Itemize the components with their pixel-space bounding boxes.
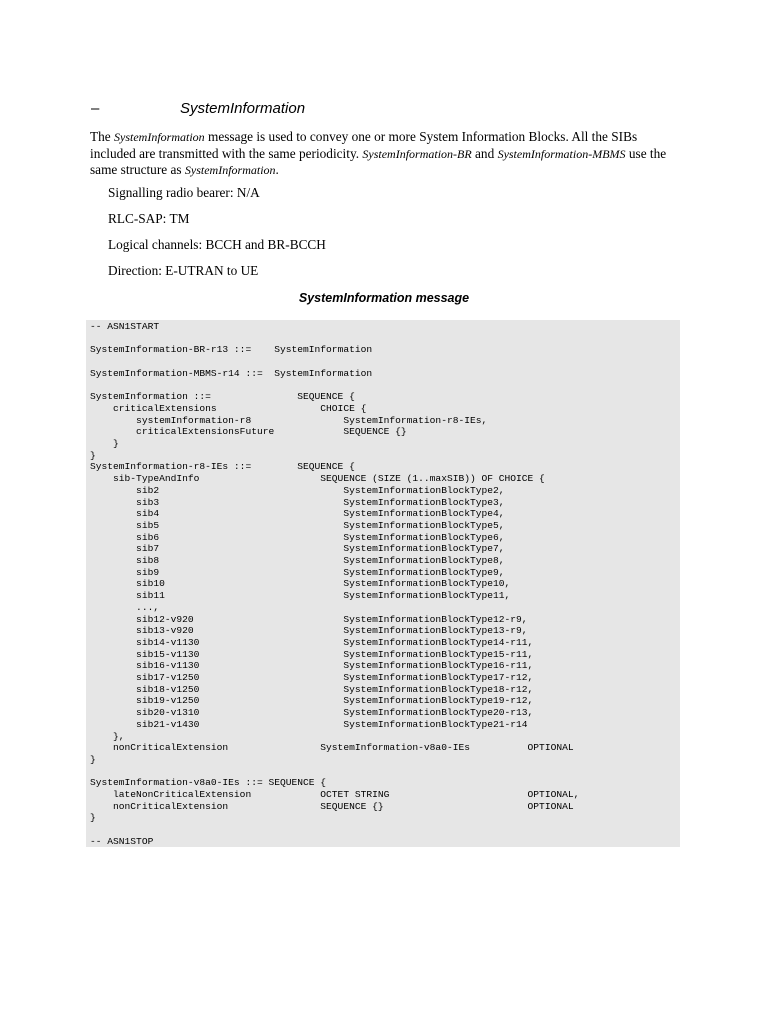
code-line: -- ASN1START bbox=[90, 321, 160, 332]
code-line: sib12-v920 SystemInformationBlockType12-r9, bbox=[90, 613, 528, 625]
desc-text-1: The bbox=[90, 129, 114, 144]
code-line: criticalExtensionsFuture SEQUENCE {} bbox=[90, 426, 407, 438]
code-line: sib17-v1250 SystemInformationBlockType17-r12, bbox=[90, 672, 534, 683]
code-line: criticalExtensions CHOICE { bbox=[90, 402, 367, 414]
desc-italic-3: SystemInformation-MBMS bbox=[497, 146, 626, 161]
desc-italic-4: SystemInformation bbox=[184, 163, 276, 177]
code-line: sib3 SystemInformationBlockType3, bbox=[90, 496, 505, 508]
property-rlc-sap: RLC-SAP: TM bbox=[108, 211, 190, 226]
asn1-code-block bbox=[86, 320, 680, 847]
desc-italic-2: SystemInformation-BR bbox=[362, 146, 472, 161]
code-line: SystemInformation-MBMS-r14 ::= SystemInformation bbox=[90, 367, 373, 379]
property-logical-channels: Logical channels: BCCH and BR-BCCH bbox=[108, 237, 326, 252]
code-line: }, bbox=[90, 730, 125, 742]
code-caption: SystemInformation message bbox=[298, 291, 470, 305]
code-line: sib8 SystemInformationBlockType8, bbox=[90, 555, 505, 566]
code-line: sib-TypeAndInfo SEQUENCE (SIZE (1..maxSIB)) OF CHOICE { bbox=[90, 473, 545, 485]
code-line: sib13-v920 SystemInformationBlockType13-r9, bbox=[90, 625, 528, 637]
code-line: -- ASN1STOP bbox=[90, 835, 154, 847]
code-line: sib15-v1130 SystemInformationBlockType15-r11, bbox=[90, 648, 534, 660]
code-line: systemInformation-r8 SystemInformation-r8-IEs, bbox=[90, 414, 488, 426]
property-direction: Direction: E-UTRAN to UE bbox=[108, 263, 259, 278]
section-heading bbox=[91, 100, 305, 117]
code-line: sib9 SystemInformationBlockType9, bbox=[90, 566, 505, 578]
code-line: sib10 SystemInformationBlockType10, bbox=[90, 578, 511, 590]
code-line: } bbox=[90, 753, 96, 765]
code-line: } bbox=[90, 812, 96, 824]
code-line: SystemInformation-BR-r13 ::= SystemInformation bbox=[90, 344, 373, 356]
code-line: sib5 SystemInformationBlockType5, bbox=[90, 519, 505, 531]
code-line: } bbox=[90, 449, 96, 461]
code-line: sib21-v1430 SystemInformationBlockType21-r14 bbox=[90, 718, 528, 730]
code-line: sib16-v1130 SystemInformationBlockType16-r11, bbox=[90, 660, 534, 672]
code-line: nonCriticalExtension SystemInformation-v8a0-IEs OPTIONAL bbox=[90, 742, 574, 754]
desc-text-5: . bbox=[275, 162, 279, 177]
code-line: sib2 SystemInformationBlockType2, bbox=[90, 484, 505, 496]
desc-italic-1: SystemInformation bbox=[114, 130, 205, 144]
code-line: SystemInformation-r8-IEs ::= SEQUENCE { bbox=[90, 461, 355, 473]
code-line: } bbox=[90, 438, 119, 449]
code-line: sib7 SystemInformationBlockType7, bbox=[90, 543, 505, 555]
code-line: SystemInformation-v8a0-IEs ::= SEQUENCE { bbox=[90, 777, 327, 789]
property-signalling-radio-bearer: Signalling radio bearer: N/A bbox=[108, 185, 260, 200]
heading-title: SystemInformation bbox=[180, 100, 306, 117]
code-line: sib6 SystemInformationBlockType6, bbox=[90, 531, 505, 543]
desc-text-3: and bbox=[471, 145, 498, 161]
code-line: nonCriticalExtension SEQUENCE {} OPTIONAL bbox=[90, 800, 574, 812]
code-line: sib4 SystemInformationBlockType4, bbox=[90, 508, 505, 520]
code-line: ..., bbox=[90, 601, 160, 613]
code-line: sib20-v1310 SystemInformationBlockType20-r13, bbox=[90, 707, 534, 719]
desc-text-4: use the same structure as bbox=[90, 145, 667, 177]
code-line: sib19-v1250 SystemInformationBlockType19-r12, bbox=[90, 695, 534, 707]
code-line: sib14-v1130 SystemInformationBlockType14-r11, bbox=[90, 636, 534, 648]
code-line: sib18-v1250 SystemInformationBlockType18-r12, bbox=[90, 683, 534, 695]
code-line: sib11 SystemInformationBlockType11, bbox=[90, 590, 511, 602]
code-line: SystemInformation ::= SEQUENCE { bbox=[90, 391, 355, 403]
desc-text-2: message is used to convey one or more System Information Blocks. All the SIBs included are transmitted with the same periodicity. bbox=[90, 129, 638, 161]
code-line: lateNonCriticalExtension OCTET STRING OPTIONAL, bbox=[90, 789, 580, 800]
heading-dash: – bbox=[91, 100, 100, 117]
description-paragraph bbox=[90, 129, 680, 179]
